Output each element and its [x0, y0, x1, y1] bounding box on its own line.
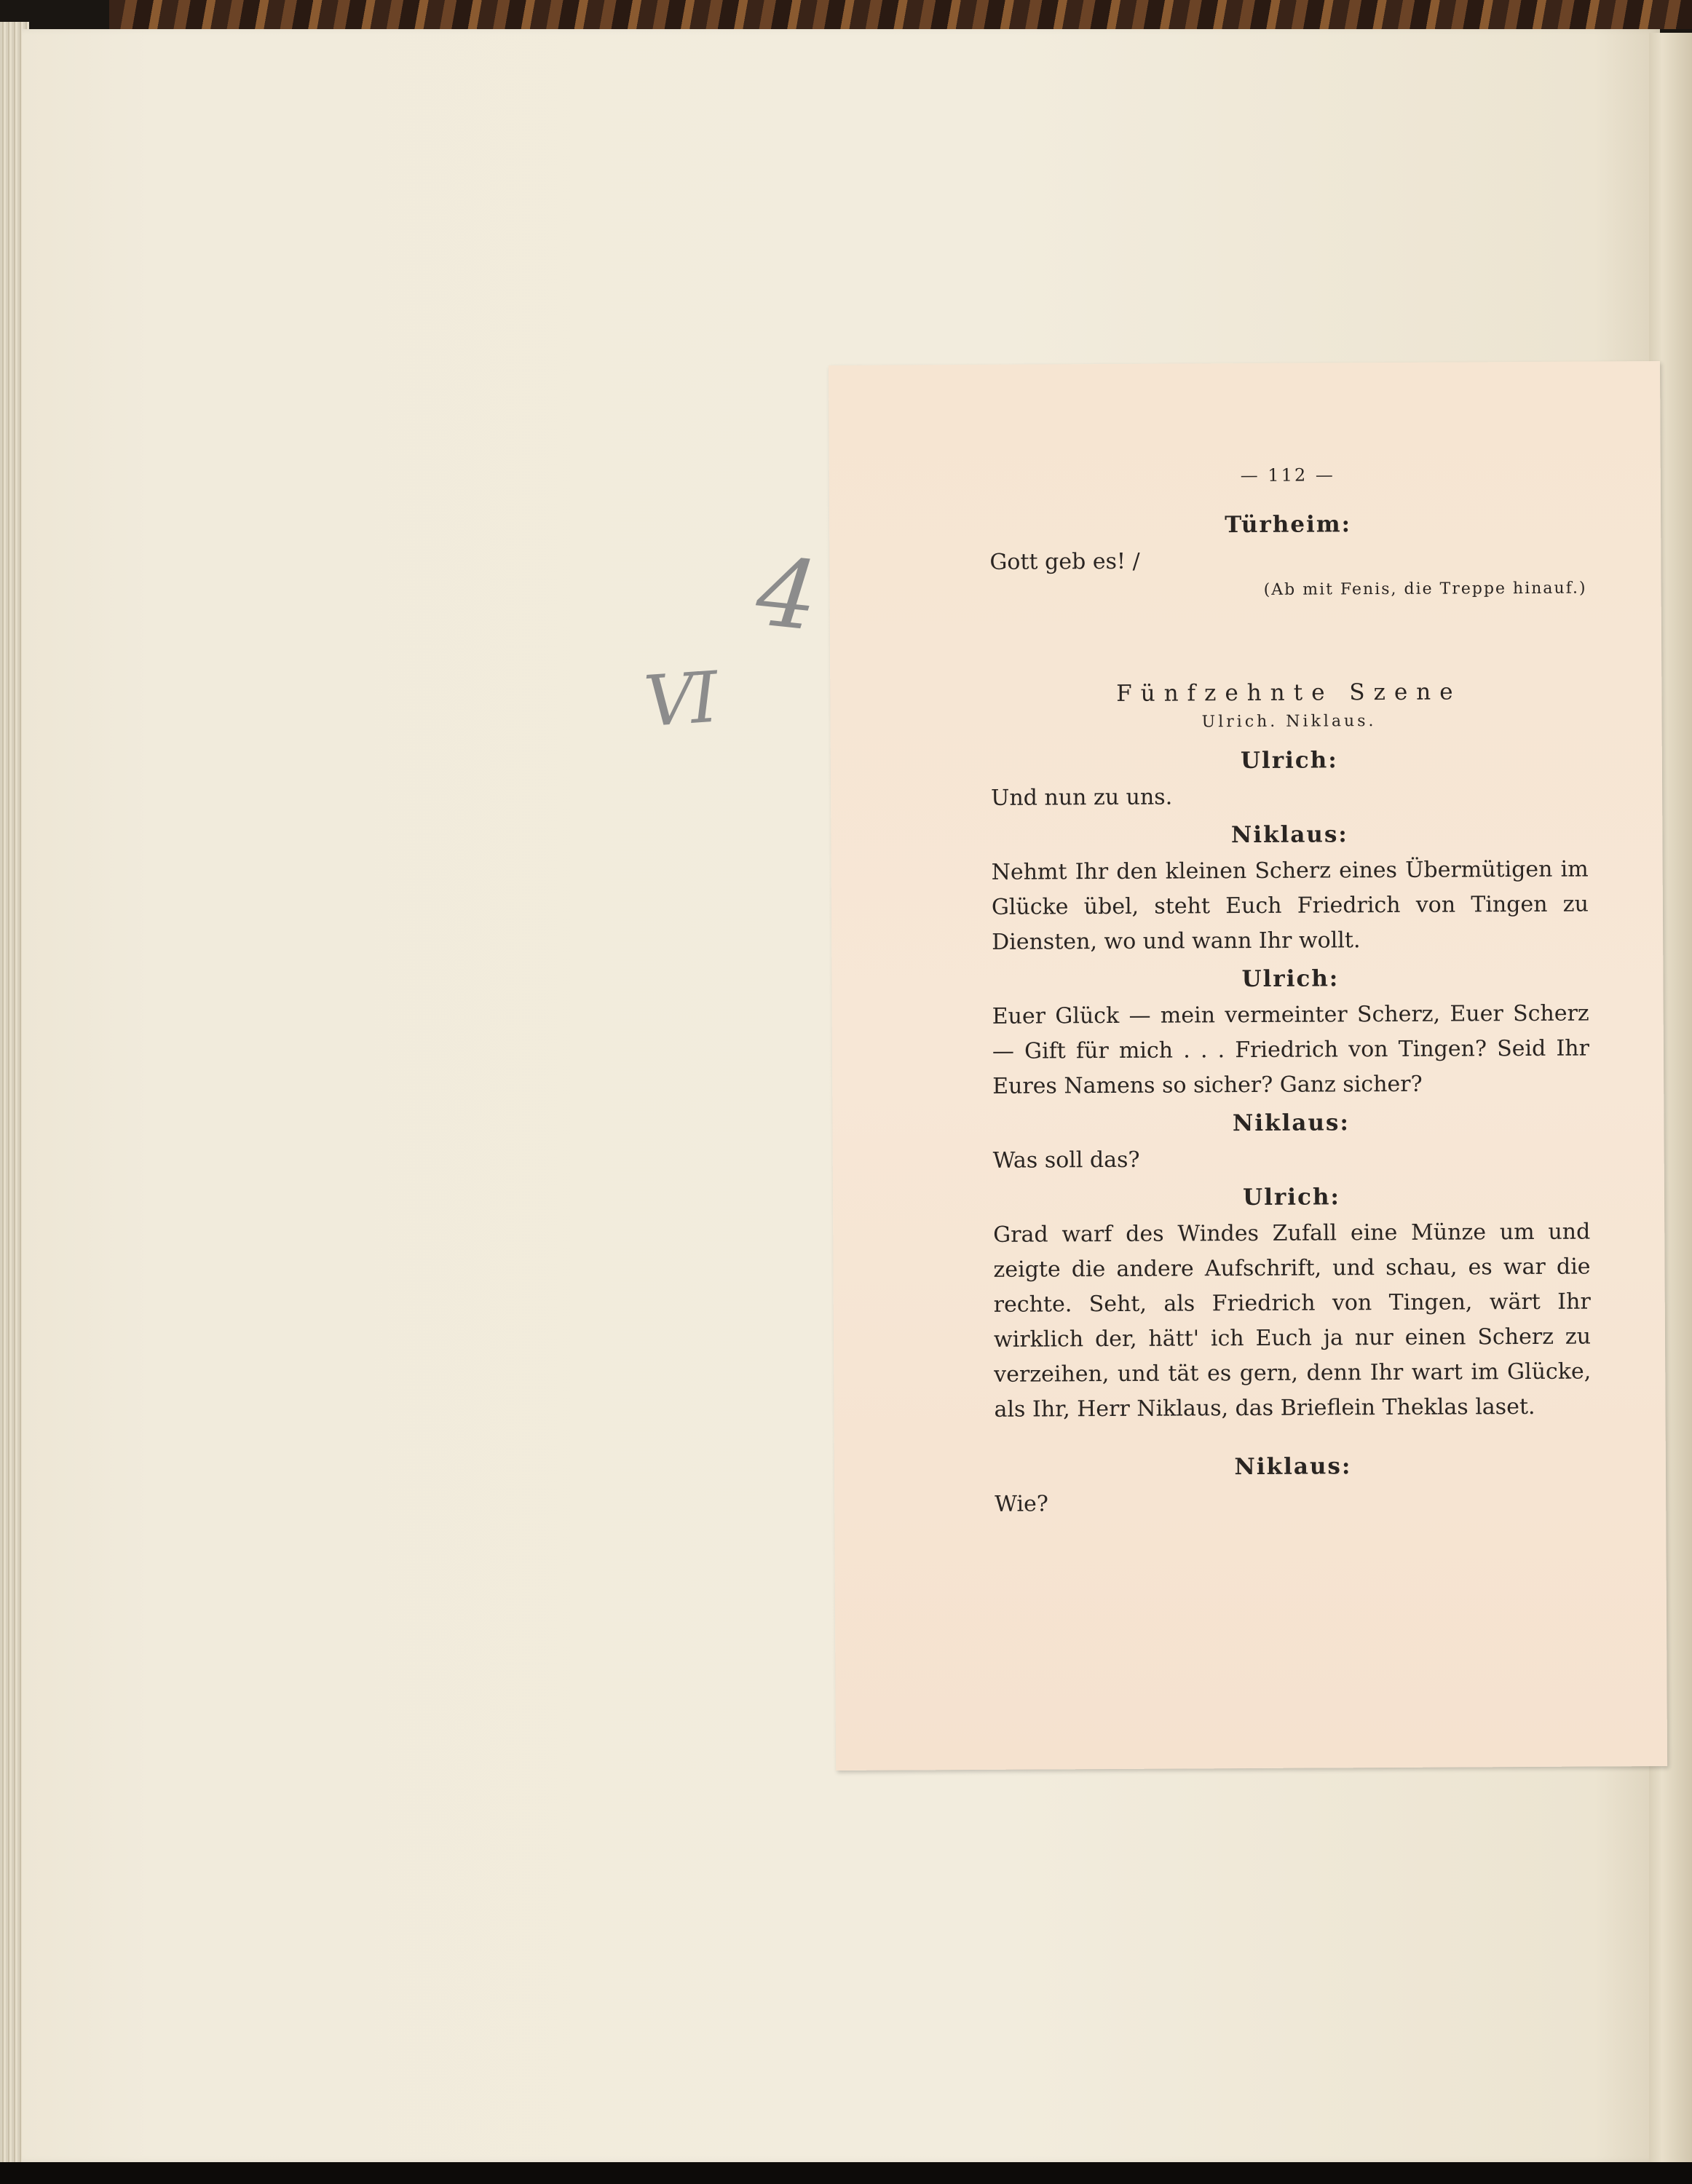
- speech-text: Nehmt Ihr den kleinen Scherz eines Übermütigen im Glücke übel, steht Euch Friedrich von Tingen zu Diensten, wo und wann Ihr wollt.: [991, 856, 1589, 955]
- page-number: — 112 —: [1240, 464, 1335, 486]
- speech-block: [993, 1177, 1592, 1428]
- page-bottom-shadow: [0, 2162, 1692, 2184]
- speaker-name: Niklaus:: [1230, 821, 1348, 849]
- speech-block: [992, 959, 1589, 1104]
- speech-text: Euer Glück — mein vermeinter Scherz, Euer Scherz — Gift für mich . . . Friedrich von Tingen? Seid Ihr Eures Namens so sicher? Ganz sicher?: [992, 1000, 1590, 1099]
- speaker-name: Niklaus:: [1232, 1109, 1350, 1137]
- speech-block: [991, 815, 1589, 960]
- speech-text: Grad warf des Windes Zufall eine Münze um und zeigte die andere Aufschrift, und schau, es war die rechte. Seht, als Friedrich von Tingen, wärt Ihr wirklich der, hätt' ich Euch ja nur einen Scherz zu verzeihen, und tät es gern, denn Ihr wart im Glücke, als Ihr, Herr Niklaus, das Brieflein Theklas laset.: [993, 1219, 1592, 1423]
- speech-text: Was soll das?: [992, 1147, 1140, 1174]
- speech-text: Gott geb es! /: [989, 548, 1140, 575]
- pasted-text-slip: [829, 361, 1667, 1770]
- speaker-name: Ulrich:: [1240, 747, 1338, 775]
- speech-text: Und nun zu uns.: [991, 784, 1173, 811]
- speech-block: [991, 740, 1589, 816]
- scene-title: Fünfzehnte Szene: [1116, 678, 1462, 707]
- stage-direction: (Ab mit Fenis, die Treppe hinauf.): [1263, 579, 1587, 599]
- speaker-name: Türheim:: [1225, 511, 1352, 539]
- speech-block: [995, 1447, 1592, 1522]
- speech-text: Wie?: [995, 1491, 1049, 1517]
- speech-block: [992, 1103, 1590, 1179]
- slip-content: [989, 464, 1592, 1524]
- pencil-mark-number: 4: [751, 536, 823, 652]
- pencil-mark-roman: VI: [641, 656, 717, 743]
- scene-cast: Ulrich. Niklaus.: [1201, 712, 1377, 732]
- speaker-name: Ulrich:: [1243, 1184, 1340, 1211]
- speaker-name: Niklaus:: [1234, 1453, 1352, 1481]
- speaker-name: Ulrich:: [1241, 965, 1340, 993]
- marbled-cover-edge: [109, 0, 1692, 29]
